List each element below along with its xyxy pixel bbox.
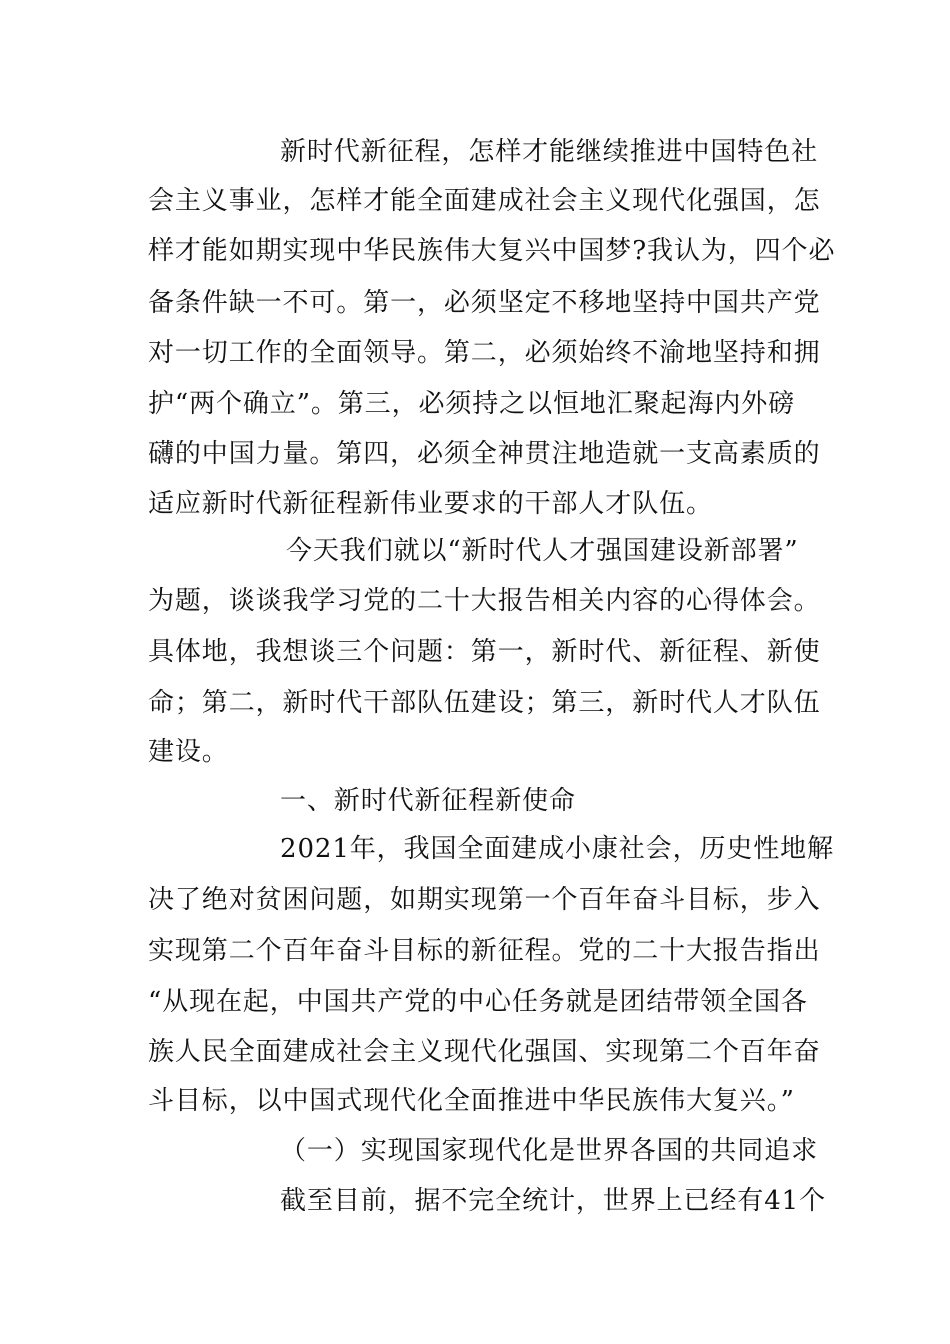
- paragraph-2-line-5: 建设。: [148, 737, 229, 767]
- paragraph-1-line-4: 备条件缺一不可。第一，必须坚定不移地坚持中国共产党: [148, 288, 821, 318]
- paragraph-2-line-1: 今天我们就以“新时代人才强国建设新部署”: [286, 536, 799, 566]
- paragraph-3-line-6: 斗目标，以中国式现代化全面推进中华民族伟大复兴。”: [148, 1086, 795, 1116]
- paragraph-3-line-3: 实现第二个百年奋斗目标的新征程。党的二十大报告指出: [148, 936, 821, 966]
- paragraph-1-line-7: 礴的中国力量。第四，必须全神贯注地造就一支高素质的: [148, 439, 821, 469]
- paragraph-2-line-4: 命；第二，新时代干部队伍建设；第三，新时代人才队伍: [148, 688, 821, 718]
- paragraph-3-line-5: 族人民全面建成社会主义现代化强国、实现第二个百年奋: [148, 1037, 821, 1067]
- paragraph-3-line-1: 2021年，我国全面建成小康社会，历史性地解: [280, 834, 834, 864]
- paragraph-1-line-8: 适应新时代新征程新伟业要求的干部人才队伍。: [148, 489, 713, 519]
- paragraph-3-line-2: 决了绝对贫困问题，如期实现第一个百年奋斗目标，步入: [148, 885, 821, 915]
- paragraph-2-line-2: 为题，谈谈我学习党的二十大报告相关内容的心得体会。: [148, 586, 821, 616]
- paragraph-1-line-6: 护“两个确立”。第三，必须持之以恒地汇聚起海内外磅: [148, 389, 796, 419]
- paragraph-2-line-3: 具体地，我想谈三个问题：第一，新时代、新征程、新使: [148, 637, 821, 667]
- paragraph-1-line-3: 样才能如期实现中华民族伟大复兴中国梦?我认为，四个必: [148, 236, 836, 266]
- paragraph-1-line-1: 新时代新征程，怎样才能继续推进中国特色社: [280, 137, 819, 167]
- paragraph-4-line-1: 截至目前，据不完全统计，世界上已经有41个: [280, 1186, 826, 1216]
- paragraph-1-line-5: 对一切工作的全面领导。第二，必须始终不渝地坚持和拥: [148, 338, 821, 368]
- paragraph-3-line-4: “从现在起，中国共产党的中心任务就是团结带领全国各: [148, 987, 808, 1017]
- paragraph-1-line-2: 会主义事业，怎样才能全面建成社会主义现代化强国，怎: [148, 186, 821, 216]
- section-heading-1: 一、新时代新征程新使命: [280, 786, 576, 816]
- subsection-heading-1: （一）实现国家现代化是世界各国的共同追求: [280, 1136, 819, 1166]
